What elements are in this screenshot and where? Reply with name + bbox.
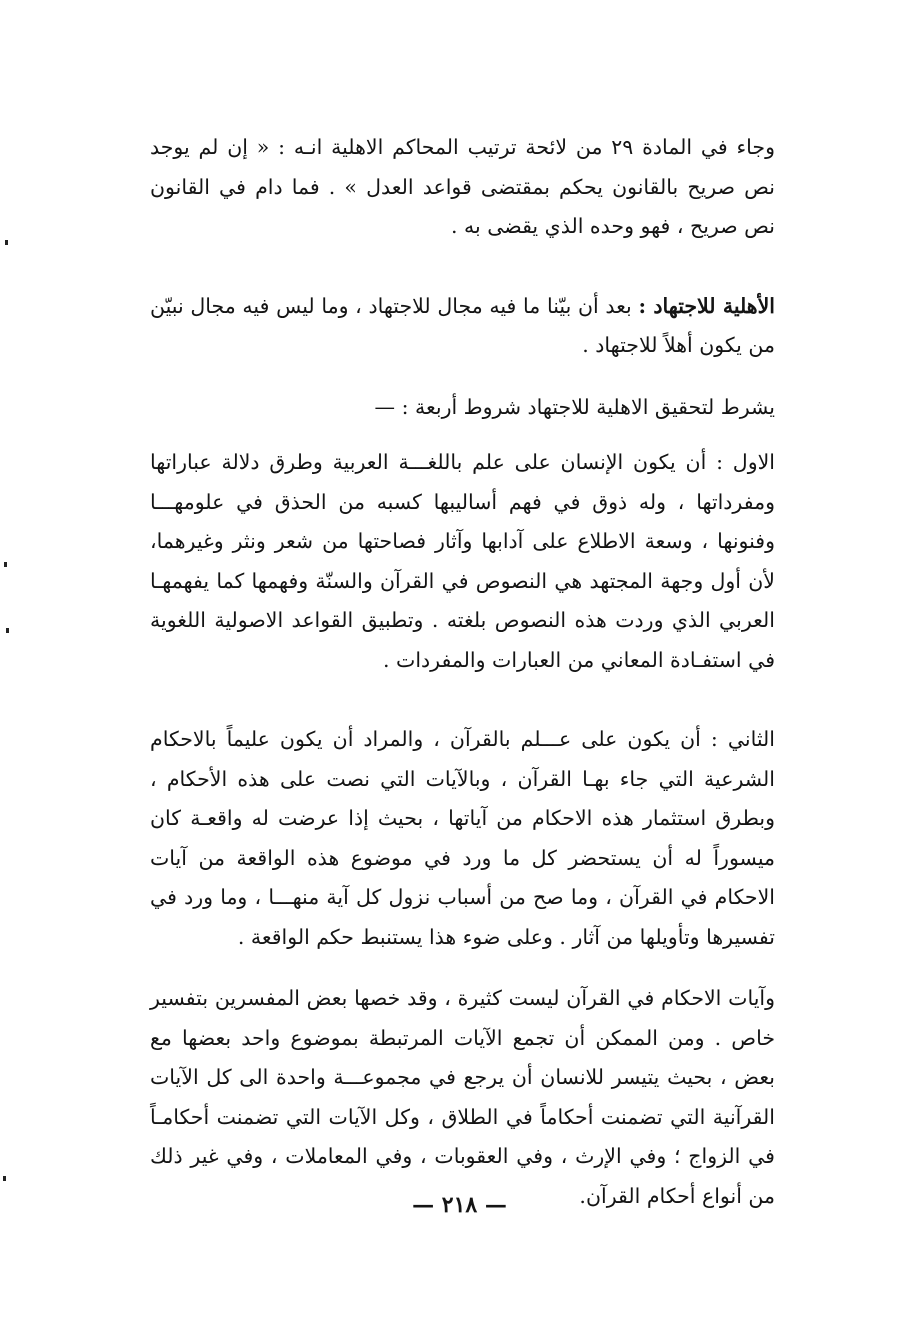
spacer xyxy=(150,680,775,720)
spacer xyxy=(150,366,775,388)
page-body xyxy=(150,128,775,1216)
page-number: — ٢١٨ — xyxy=(412,1192,507,1218)
scan-edge-mark xyxy=(4,562,7,567)
paragraph-conditions-intro: يشرط لتحقيق الاهلية للاجتهاد شروط أربعة : — xyxy=(374,394,775,419)
spacer xyxy=(150,247,775,287)
paragraph-qualification-body: بعد أن بيّنا ما فيه مجال للاجتهاد ، وما ليس فيه مجال نبيّن من يكون أهلاً للاجتهاد . xyxy=(150,293,775,357)
scan-edge-mark xyxy=(5,240,8,245)
paragraph-article-29: وجاء في المادة ٢٩ من لائحة ترتيب المحاكم الاهلية انـه : « إن لم يوجد نص صريح بالقانون يحكم بمقتضى قواعد العدل » . فما دام في القانون نص صريح ، فهو وحده الذي يقضى به . xyxy=(150,135,775,238)
spacer xyxy=(150,957,775,979)
paragraph-first-condition: الاول : أن يكون الإنسان على علم باللغـــة العربية وطرق دلالة عباراتها ومفرداتها ، وله ذوق في فهم أساليبها كسبه من الحذق في علومهـــا وفنونها ، وسعة الاطلاع على آدابها وآثار فصاحتها من شعر ونثر وغيرهما، لأن أول وجهة المجتهد هي النصوص في القرآن والسنّة وفهمها كما يفهمهـا العربي الذي وردت هذه النصوص بلغته . وتطبيق القواعد الاصولية اللغوية في استفـادة المعاني من العبارات والمفردات . xyxy=(150,450,775,672)
scan-edge-mark xyxy=(3,1176,6,1181)
paragraph-quran-verses: وآيات الاحكام في القرآن ليست كثيرة ، وقد خصها بعض المفسرين بتفسير خاص . ومن الممكن أن تجمع الآيات المرتبطة بموضوع واحد بعضها مع بعض ، بحيث يتيسر للانسان أن يرجع في مجموعـــة واحدة الى كل الآيات القرآنية التي تضمنت أحكاماً في الطلاق ، وكل الآيات التي تضمنت أحكامـاً في الزواج ؛ وفي الإرث ، وفي العقوبات ، وفي المعاملات ، وفي غير ذلك من أنواع أحكام القرآن. xyxy=(150,986,775,1208)
paragraph-qualification xyxy=(150,287,775,366)
spacer xyxy=(150,427,775,443)
scan-edge-mark xyxy=(6,628,9,633)
section-heading-qualification: الأهلية للاجتهاد : xyxy=(638,293,775,318)
paragraph-second-condition: الثاني : أن يكون على عـــلم بالقرآن ، والمراد أن يكون عليماً بالاحكام الشرعية التي جاء بهـا القرآن ، وبالآيات التي نصت على هذه الأحكام ، وبطرق استثمار هذه الاحكام من آياتها ، بحيث إذا عرضت له واقعـة كان ميسوراً له أن يستحضر كل ما ورد في موضوع هذه الواقعة من آيات الاحكام في القرآن ، وما صح من أسباب نزول كل آية منهـــا ، وما ورد في تفسيرها وتأويلها من آثار . وعلى ضوء هذا يستنبط حكم الواقعة . xyxy=(150,727,775,949)
